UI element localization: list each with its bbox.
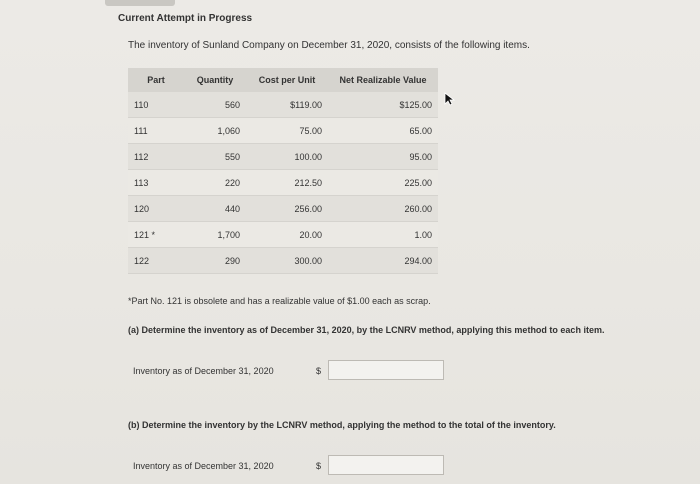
inventory-table — [128, 68, 438, 274]
cell-quantity: 1,700 — [184, 222, 246, 248]
inventory-label-b: Inventory as of December 31, 2020 — [133, 461, 274, 471]
inventory-label-a: Inventory as of December 31, 2020 — [133, 366, 274, 376]
cell-nrv: 260.00 — [328, 196, 438, 222]
cell-nrv: 1.00 — [328, 222, 438, 248]
cell-cost: 75.00 — [246, 118, 328, 144]
cell-nrv: $125.00 — [328, 92, 438, 118]
cell-nrv: 65.00 — [328, 118, 438, 144]
footnote: *Part No. 121 is obsolete and has a realizable value of $1.00 each as scrap. — [128, 296, 431, 306]
cell-part: 110 — [128, 92, 184, 118]
cell-part: 113 — [128, 170, 184, 196]
inventory-input-a[interactable] — [328, 360, 444, 380]
attempt-status: Current Attempt in Progress — [118, 13, 253, 24]
inventory-input-b[interactable] — [328, 455, 444, 475]
table-row — [128, 196, 438, 222]
cell-cost: 256.00 — [246, 196, 328, 222]
header-part: Part — [128, 68, 184, 92]
table-row — [128, 222, 438, 248]
cell-quantity: 440 — [184, 196, 246, 222]
table-row — [128, 144, 438, 170]
table-row — [128, 92, 438, 118]
cell-cost: 20.00 — [246, 222, 328, 248]
header-nrv: Net Realizable Value — [328, 68, 438, 92]
cell-cost: $119.00 — [246, 92, 328, 118]
problem-intro: The inventory of Sunland Company on December 31, 2020, consists of the following items. — [128, 40, 530, 51]
cell-cost: 300.00 — [246, 248, 328, 274]
table-row — [128, 170, 438, 196]
cell-part: 120 — [128, 196, 184, 222]
cell-cost: 212.50 — [246, 170, 328, 196]
cell-nrv: 294.00 — [328, 248, 438, 274]
table-row — [128, 248, 438, 274]
cell-nrv: 225.00 — [328, 170, 438, 196]
cell-quantity: 550 — [184, 144, 246, 170]
cell-quantity: 290 — [184, 248, 246, 274]
question-a: (a) Determine the inventory as of December 31, 2020, by the LCNRV method, applying this method to each item. — [128, 325, 605, 335]
cell-part: 112 — [128, 144, 184, 170]
top-tab-fragment — [105, 0, 175, 6]
mouse-pointer-icon — [443, 92, 455, 106]
cell-cost: 100.00 — [246, 144, 328, 170]
cell-nrv: 95.00 — [328, 144, 438, 170]
header-quantity: Quantity — [184, 68, 246, 92]
currency-symbol-b: $ — [316, 461, 322, 471]
header-cost: Cost per Unit — [246, 68, 328, 92]
cell-quantity: 220 — [184, 170, 246, 196]
cell-part: 121 * — [128, 222, 184, 248]
currency-symbol-a: $ — [316, 366, 322, 376]
cell-quantity: 560 — [184, 92, 246, 118]
cell-part: 122 — [128, 248, 184, 274]
table-header-row — [128, 68, 438, 92]
question-b: (b) Determine the inventory by the LCNRV method, applying the method to the total of the inventory. — [128, 420, 556, 430]
cell-part: 111 — [128, 118, 184, 144]
cell-quantity: 1,060 — [184, 118, 246, 144]
table-row — [128, 118, 438, 144]
